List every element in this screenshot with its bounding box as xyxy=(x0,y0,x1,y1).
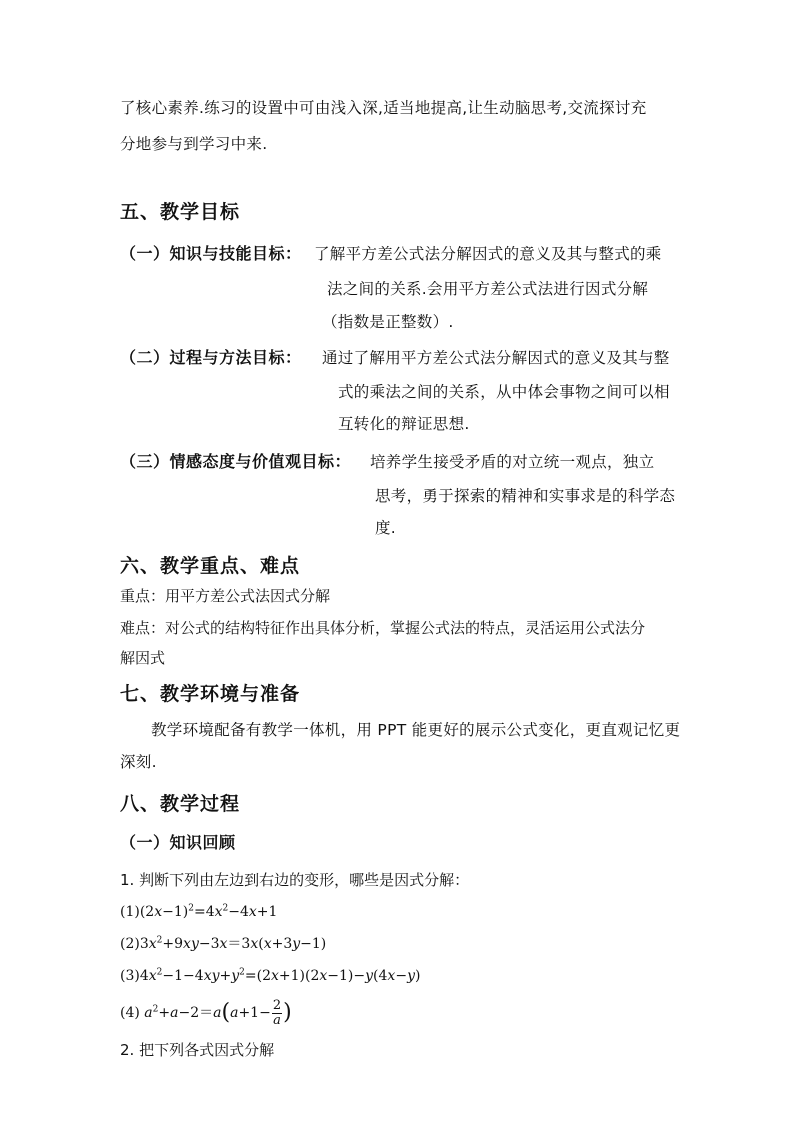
goal-2-line-2: 式的乘法之间的关系，从中体会事物之间可以相 xyxy=(338,383,670,401)
exercise-1: $(1)(2x-1)^2=4x^2-4x+1$ xyxy=(120,903,278,920)
section-7-title: 七、教学环境与准备 xyxy=(120,683,301,705)
goal-3-line-1: 培养学生接受矛盾的对立统一观点，独立 xyxy=(370,453,655,471)
goal-2-label: （二）过程与方法目标： xyxy=(120,348,302,367)
difficulty-line-1: 难点：对公式的结构特征作出具体分析，掌握公式法的特点，灵活运用公式法分 xyxy=(120,619,646,637)
goal-3-line-2: 思考，勇于探索的精神和实事求是的科学态 xyxy=(375,487,676,505)
section-8-title: 八、教学过程 xyxy=(120,793,241,815)
goal-2-line-1: 通过了解用平方差公式法分解因式的意义及其与整 xyxy=(322,349,670,367)
goal-1-line-1: 了解平方差公式法分解因式的意义及其与整式的乘 xyxy=(314,245,662,263)
exercise-4: (4) $a^2+a-2=a(a+1-$ $\frac{2}{a}$ ) xyxy=(120,997,292,1028)
section-5-title: 五、教学目标 xyxy=(120,201,241,223)
intro-line-1: 了核心素养.练习的设置中可由浅入深,适当地提高,让生动脑思考,交流探讨充 xyxy=(120,99,647,117)
goal-3-label: （三）情感态度与价值观目标： xyxy=(120,452,352,471)
exercise-3: $(3)4x^2-1-4xy+y^2=(2x+1)(2x-1)-y(4x-y)$ xyxy=(120,967,421,984)
environment-line-1: 教学环境配备有教学一体机，用 PPT 能更好的展示公式变化，更直观记忆更 xyxy=(151,721,681,739)
question-1: 1. 判断下列由左边到右边的变形，哪些是因式分解： xyxy=(120,871,470,889)
question-2: 2. 把下列各式因式分解 xyxy=(120,1041,275,1059)
exercise-4-fraction: $\frac{2}{a}$ xyxy=(272,997,282,1028)
goal-1-label: （一）知识与技能目标： xyxy=(120,244,302,263)
section-6-title: 六、教学重点、难点 xyxy=(120,555,301,577)
environment-line-2: 深刻. xyxy=(120,753,157,771)
key-point-line: 重点：用平方差公式法因式分解 xyxy=(120,587,331,605)
goal-2-line-3: 互转化的辩证思想. xyxy=(338,415,470,433)
exercise-2: $(2)3x^2+9xy-3x=3x(x+3y-1)$ xyxy=(120,935,327,952)
goal-1-line-2: 法之间的关系.会用平方差公式法进行因式分解 xyxy=(327,280,649,298)
goal-3-line-3: 度. xyxy=(375,519,397,537)
difficulty-line-2: 解因式 xyxy=(120,649,166,667)
intro-line-2: 分地参与到学习中来. xyxy=(120,135,268,153)
review-subtitle: （一）知识回顾 xyxy=(120,833,236,852)
goal-1-line-3: （指数是正整数）. xyxy=(322,313,454,331)
